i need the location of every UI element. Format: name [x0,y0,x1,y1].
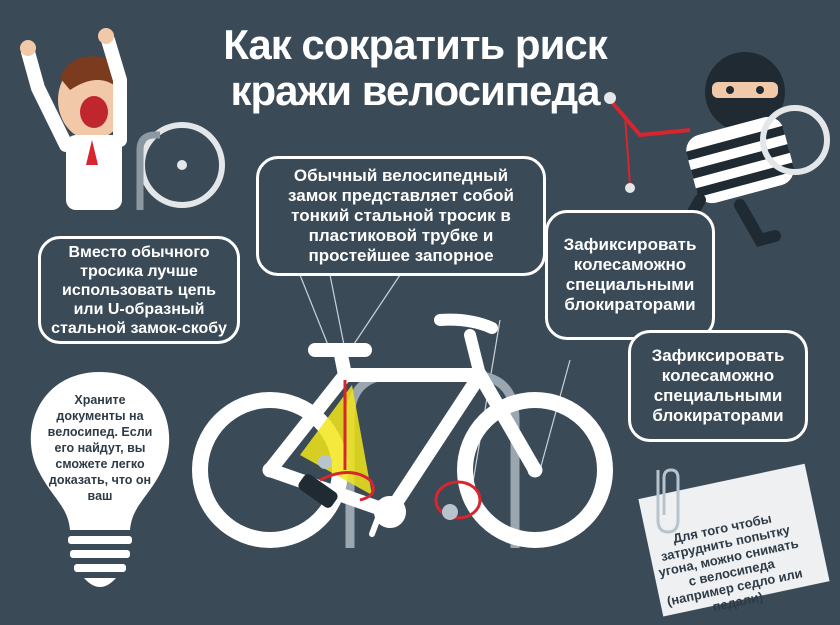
wheel-lock-bubble-2 [628,330,808,442]
note-tip-text: Для того чтобы затруднить попытку угона, можно снимать с велосипеда (например седло или педали) [657,510,804,615]
title-line-1: Как сократить риск [223,21,607,68]
cable-lock-bubble [256,156,546,276]
bicycle-icon [200,320,605,540]
wheel-lock-text-2: Зафиксировать колесаможно специальными блокираторами [651,346,785,425]
chain-lock-text: Вместо обычного тросика лучше использовать цепь или U-образный стальной замок-скобу [51,243,227,337]
chain-lock-bubble [38,236,240,344]
wheel-lock-text-1: Зафиксировать колесаможно специальными блокираторами [563,235,697,314]
cable-lock-text: Обычный велосипедный замок представляет собой тонкий стальной тросик в пластиковой трубке и простейшее запорное [288,166,514,265]
wheel-lock-bubble-1 [545,210,715,340]
crying-man-icon [20,28,222,210]
bulb-tip-text: Храните документы на велосипед. Если его найдут, вы сможете легко доказать, что он ваш [47,393,153,503]
page-title [205,22,625,114]
title-line-2: кражи велосипеда [230,67,600,114]
